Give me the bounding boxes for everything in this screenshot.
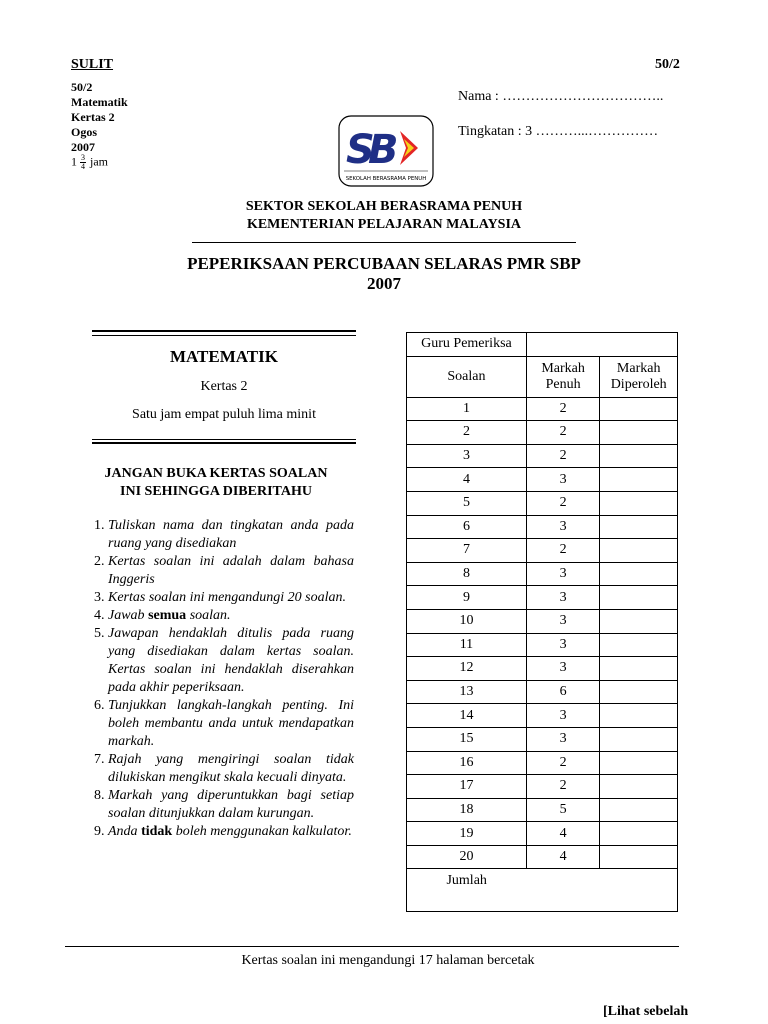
exam-title-text: PEPERIKSAAN PERCUBAAN SELARAS PMR SBP (187, 254, 581, 273)
marks-row (407, 680, 678, 704)
question-number: 9 (407, 586, 527, 610)
paper-code: 50/2 (71, 80, 93, 94)
obtained-marks[interactable] (600, 657, 678, 681)
col-full-line-1: Markah (541, 360, 585, 376)
instruction-bold: tidak (141, 824, 173, 839)
marks-row (407, 586, 678, 610)
instruction-item (108, 517, 354, 553)
question-number: 5 (407, 491, 527, 515)
obtained-marks[interactable] (600, 704, 678, 728)
total-row (407, 869, 678, 912)
instruction-before: Anda (108, 824, 142, 839)
examiner-row (407, 333, 678, 357)
sulit-label: SULIT (71, 57, 114, 72)
obtained-marks[interactable] (600, 727, 678, 751)
question-number: 14 (407, 704, 527, 728)
full-marks: 3 (526, 727, 599, 751)
question-number: 13 (407, 680, 527, 704)
full-marks: 4 (526, 845, 599, 869)
warning-line-2: INI SEHINGGA DIBERITAHU (120, 484, 312, 499)
marks-row (407, 751, 678, 775)
instruction-item (108, 697, 354, 751)
instruction-item (108, 625, 354, 697)
col-question: Soalan (407, 356, 527, 397)
organisation-line-1: SEKTOR SEKOLAH BERASRAMA PENUH (245, 199, 523, 214)
col-full-marks (526, 356, 599, 397)
full-marks: 2 (526, 421, 599, 445)
question-number: 3 (407, 444, 527, 468)
full-marks: 5 (526, 798, 599, 822)
paper-info (71, 80, 128, 155)
subject-bottom-rule-1 (92, 439, 356, 440)
question-number: 1 (407, 397, 527, 421)
obtained-marks[interactable] (600, 845, 678, 869)
full-marks: 3 (526, 609, 599, 633)
question-number: 15 (407, 727, 527, 751)
full-marks: 3 (526, 657, 599, 681)
organisation (0, 198, 768, 234)
marks-row (407, 822, 678, 846)
obtained-marks[interactable] (600, 444, 678, 468)
obtained-marks[interactable] (600, 468, 678, 492)
duration-numerator: 3 (81, 153, 85, 162)
paper-month: Ogos (71, 125, 98, 139)
question-number: 17 (407, 775, 527, 799)
examiner-field[interactable] (526, 333, 677, 357)
marks-row (407, 562, 678, 586)
instruction-text: Tuliskan nama dan tingkatan anda pada ruang yang disediakan (108, 518, 354, 551)
instruction-item (108, 787, 354, 823)
instruction-text: Tunjukkan langkah-langkah penting. Ini boleh membantu anda untuk mendapatkan markah. (108, 698, 354, 749)
header-row (407, 356, 678, 397)
marks-row (407, 444, 678, 468)
marks-row (407, 845, 678, 869)
obtained-marks[interactable] (600, 515, 678, 539)
duration-denominator: 4 (81, 162, 85, 171)
col-obtained-marks (600, 356, 678, 397)
subject-top-rule-2 (92, 335, 356, 336)
warning-line-1: JANGAN BUKA KERTAS SOALAN (104, 466, 328, 481)
question-number: 18 (407, 798, 527, 822)
instruction-item (108, 823, 354, 841)
instruction-item (108, 553, 354, 589)
exam-title (0, 254, 768, 294)
full-marks: 2 (526, 775, 599, 799)
full-marks: 3 (526, 562, 599, 586)
subject-duration: Satu jam empat puluh lima minit (132, 407, 316, 422)
question-number: 6 (407, 515, 527, 539)
full-marks: 2 (526, 751, 599, 775)
full-marks: 6 (526, 680, 599, 704)
col-obtained-line-1: Markah (616, 360, 661, 376)
full-marks: 2 (526, 539, 599, 563)
obtained-marks[interactable] (600, 680, 678, 704)
instruction-bold: semua (148, 608, 187, 623)
marks-row (407, 657, 678, 681)
col-full-line-2: Penuh (545, 376, 581, 392)
subject-paper: Kertas 2 (200, 379, 248, 394)
full-marks: 3 (526, 468, 599, 492)
total-marks-field[interactable] (526, 869, 677, 912)
obtained-marks[interactable] (600, 491, 678, 515)
duration-whole: 1 (71, 154, 77, 169)
marks-row (407, 515, 678, 539)
marks-row (407, 798, 678, 822)
question-number: 4 (407, 468, 527, 492)
instruction-after: boleh menggunakan kalkulator. (172, 824, 352, 839)
question-number: 10 (407, 609, 527, 633)
warning-text (78, 465, 354, 501)
full-marks: 3 (526, 704, 599, 728)
question-number: 20 (407, 845, 527, 869)
instruction-item (108, 751, 354, 787)
marks-row (407, 468, 678, 492)
examiner-label: Guru Pemeriksa (407, 333, 527, 357)
subject-title: MATEMATIK (170, 347, 278, 366)
subject-bottom-rule-2 (92, 442, 356, 444)
paper-number: Kertas 2 (71, 110, 115, 124)
paper-subject: Matematik (71, 95, 128, 109)
form-field[interactable]: Tingkatan : 3 ………...…………… (458, 124, 659, 139)
marks-row (407, 633, 678, 657)
instruction-before: Jawab (108, 608, 149, 623)
marks-table (406, 332, 678, 912)
marks-row (407, 539, 678, 563)
full-marks: 2 (526, 444, 599, 468)
full-marks: 4 (526, 822, 599, 846)
footer-divider (65, 946, 679, 947)
marks-row (407, 727, 678, 751)
question-number: 16 (407, 751, 527, 775)
paper-year: 2007 (71, 140, 95, 154)
instruction-text: Rajah yang mengiringi soalan tidak dilukiskan mengikut skala kecuali dinyata. (108, 752, 354, 785)
question-number: 19 (407, 822, 527, 846)
obtained-marks[interactable] (600, 822, 678, 846)
paper-duration (71, 154, 108, 171)
obtained-marks[interactable] (600, 421, 678, 445)
obtained-marks[interactable] (600, 751, 678, 775)
subject-top-rule-1 (92, 330, 356, 332)
obtained-marks[interactable] (600, 586, 678, 610)
instruction-item (108, 589, 354, 607)
duration-fraction (80, 154, 86, 171)
instructions-list (78, 517, 354, 841)
question-number: 11 (407, 633, 527, 657)
sbp-logo (338, 115, 434, 187)
obtained-marks[interactable] (600, 562, 678, 586)
duration-unit: jam (90, 154, 108, 169)
full-marks: 3 (526, 586, 599, 610)
name-field[interactable]: Nama : …………………………….. (458, 89, 664, 104)
next-page-note: [Lihat sebelah (603, 1004, 689, 1019)
marks-row (407, 775, 678, 799)
marks-row (407, 421, 678, 445)
col-obtained-line-2: Diperoleh (610, 376, 667, 392)
obtained-marks[interactable] (600, 539, 678, 563)
instruction-text: Kertas soalan ini mengandungi 20 soalan. (108, 590, 347, 605)
organisation-line-2: KEMENTERIAN PELAJARAN MALAYSIA (246, 217, 522, 232)
exam-year: 2007 (367, 274, 401, 293)
organisation-divider (192, 242, 576, 243)
instructions (78, 517, 354, 841)
marks-row (407, 397, 678, 421)
marks-row (407, 491, 678, 515)
marks-row (407, 704, 678, 728)
instruction-text: Kertas soalan ini adalah dalam bahasa Inggeris (108, 554, 354, 587)
obtained-marks[interactable] (600, 798, 678, 822)
obtained-marks[interactable] (600, 633, 678, 657)
full-marks: 2 (526, 491, 599, 515)
marks-row (407, 609, 678, 633)
obtained-marks[interactable] (600, 397, 678, 421)
question-number: 8 (407, 562, 527, 586)
obtained-marks[interactable] (600, 609, 678, 633)
paper-code-right: 50/2 (655, 57, 680, 72)
sbp-logo-graphic (338, 115, 434, 187)
full-marks: 3 (526, 633, 599, 657)
instruction-text: Jawapan hendaklah ditulis pada ruang yang disediakan dalam kertas soalan. Kertas soalan ini hendaklah diserahkan pada akhir peperiksaan. (108, 626, 354, 695)
question-number: 7 (407, 539, 527, 563)
full-marks: 3 (526, 515, 599, 539)
svg-text:S: S (346, 127, 375, 173)
footer-note: Kertas soalan ini mengandungi 17 halaman bercetak (241, 953, 535, 968)
subject-box (92, 347, 356, 423)
obtained-marks[interactable] (600, 775, 678, 799)
question-number: 12 (407, 657, 527, 681)
total-label: Jumlah (407, 869, 527, 912)
full-marks: 2 (526, 397, 599, 421)
instruction-text: Markah yang diperuntukkan bagi setiap soalan ditunjukkan dalam kurungan. (108, 788, 354, 821)
question-number: 2 (407, 421, 527, 445)
logo-caption: SEKOLAH BERASRAMA PENUH (345, 176, 427, 182)
svg-text:B: B (368, 127, 399, 173)
instruction-after: soalan. (186, 608, 231, 623)
instruction-item (108, 607, 354, 625)
